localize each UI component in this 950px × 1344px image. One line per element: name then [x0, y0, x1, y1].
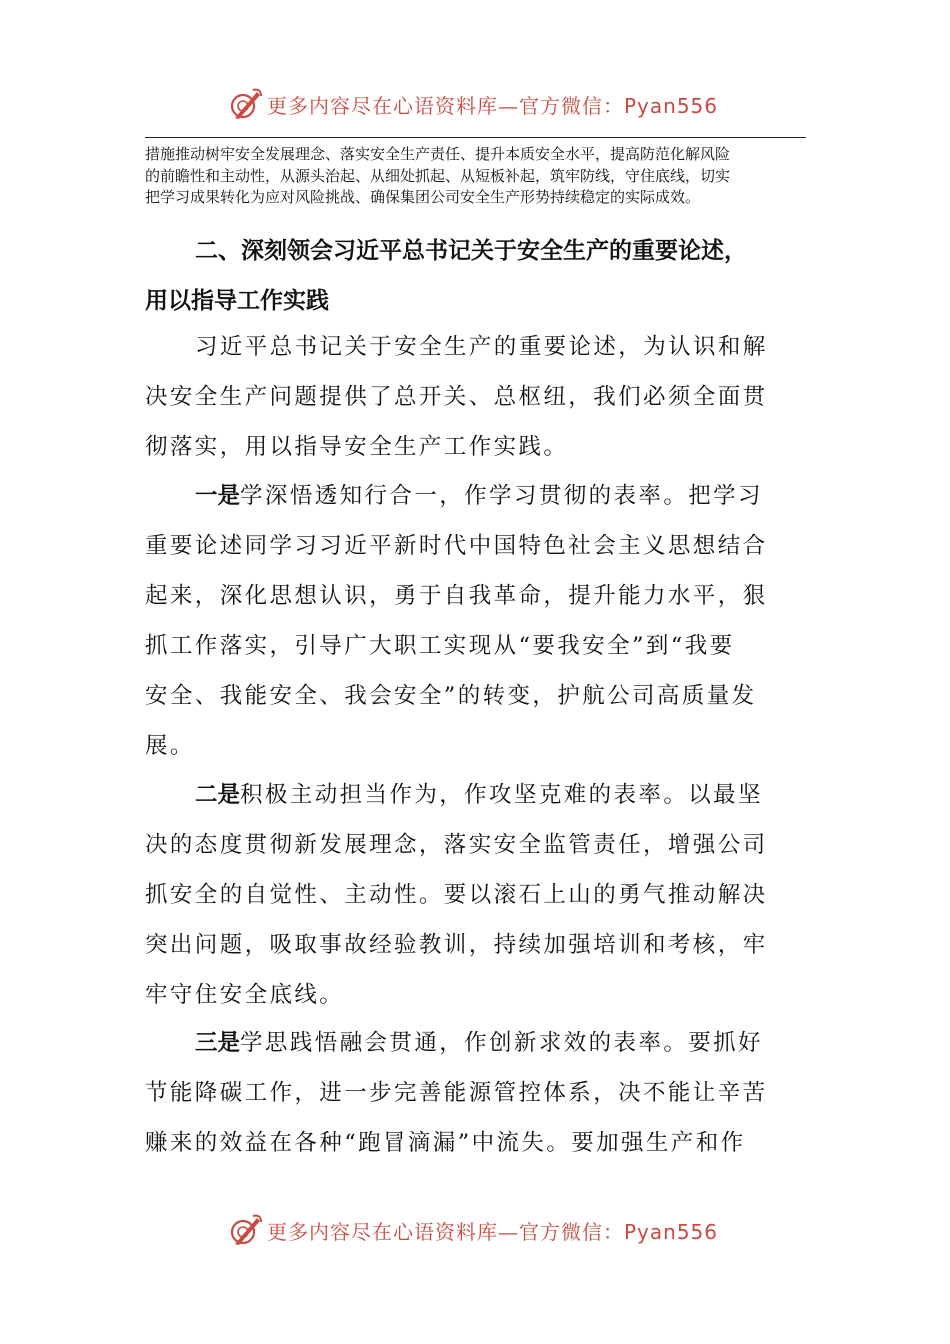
quill-logo-icon — [227, 1212, 263, 1248]
paragraph-line: 二是积极主动担当作为，作攻坚克难的表率。以最坚 — [195, 782, 763, 808]
banner-text: 更多内容尽在心语资料库—官方微信：Pyan556 — [267, 1219, 719, 1244]
point-lead: 三是 — [195, 1030, 241, 1056]
point-lead: 一是 — [195, 483, 241, 509]
paragraph-line: 节能降碳工作，进一步完善能源管控体系，决不能让辛苦 — [145, 1080, 768, 1106]
section-heading-line2: 用以指导工作实践 — [145, 288, 329, 314]
paragraph-line: 起来，深化思想认识，勇于自我革命，提升能力水平，狠 — [145, 583, 768, 609]
point-lead: 二是 — [195, 782, 241, 808]
paragraph-line: 抓工作落实，引导广大职工实现从“要我安全”到“我要 — [145, 633, 735, 659]
banner-text: 更多内容尽在心语资料库—官方微信：Pyan556 — [267, 93, 719, 118]
header-rule — [145, 137, 806, 138]
quill-logo-icon — [227, 86, 263, 122]
paragraph-line: 赚来的效益在各种“跑冒滴漏”中流失。要加强生产和作 — [145, 1130, 746, 1156]
paragraph-line: 牢守住安全底线。 — [145, 982, 345, 1008]
paragraph-line: 突出问题，吸取事故经验教训，持续加强培训和考核，牢 — [145, 932, 768, 958]
paragraph-line: 安全、我能安全、我会安全”的转变，护航公司高质量发 — [145, 683, 757, 709]
wechat-id: Pyan556 — [624, 93, 719, 118]
paragraph-point-two — [145, 770, 807, 1020]
paragraph-line: 三是学思践悟融会贯通，作创新求效的表率。要抓好 — [195, 1030, 763, 1056]
paragraph-line: 决安全生产问题提供了总开关、总枢纽，我们必须全面贯 — [145, 384, 768, 410]
paragraph-point-three — [145, 1018, 807, 1168]
paragraph-line: 习近平总书记关于安全生产的重要论述，为认识和解 — [195, 334, 768, 360]
intro-line: 措施推动树牢安全发展理念、落实安全生产责任、提升本质安全水平，提高防范化解风险 — [145, 145, 731, 163]
intro-line: 的前瞻性和主动性，从源头治起、从细处抓起、从短板补起，筑牢防线，守住底线，切实 — [145, 166, 731, 185]
top-banner — [0, 84, 950, 124]
paragraph-line: 彻落实，用以指导安全生产工作实践。 — [145, 434, 569, 460]
paragraph-line: 一是学深悟透知行合一，作学习贯彻的表率。把学习 — [195, 483, 763, 509]
paragraph-line: 重要论述同学习习近平新时代中国特色社会主义思想结合 — [145, 533, 768, 559]
intro-line: 把学习成果转化为应对风险挑战、确保集团公司安全生产形势持续稳定的实际成效。 — [145, 188, 701, 206]
bottom-banner — [0, 1210, 950, 1250]
paragraph-line: 展。 — [145, 733, 195, 759]
wechat-id: Pyan556 — [624, 1219, 719, 1244]
paragraph-overview — [145, 322, 807, 472]
section-heading — [145, 226, 815, 326]
paragraph-line: 抓安全的自觉性、主动性。要以滚石上山的勇气推动解决 — [145, 882, 768, 908]
intro-text — [145, 144, 807, 209]
section-heading-line1: 二、深刻领会习近平总书记关于安全生产的重要论述， — [195, 238, 747, 264]
paragraph-point-one — [145, 471, 807, 771]
paragraph-line: 决的态度贯彻新发展理念，落实安全监管责任，增强公司 — [145, 832, 768, 858]
